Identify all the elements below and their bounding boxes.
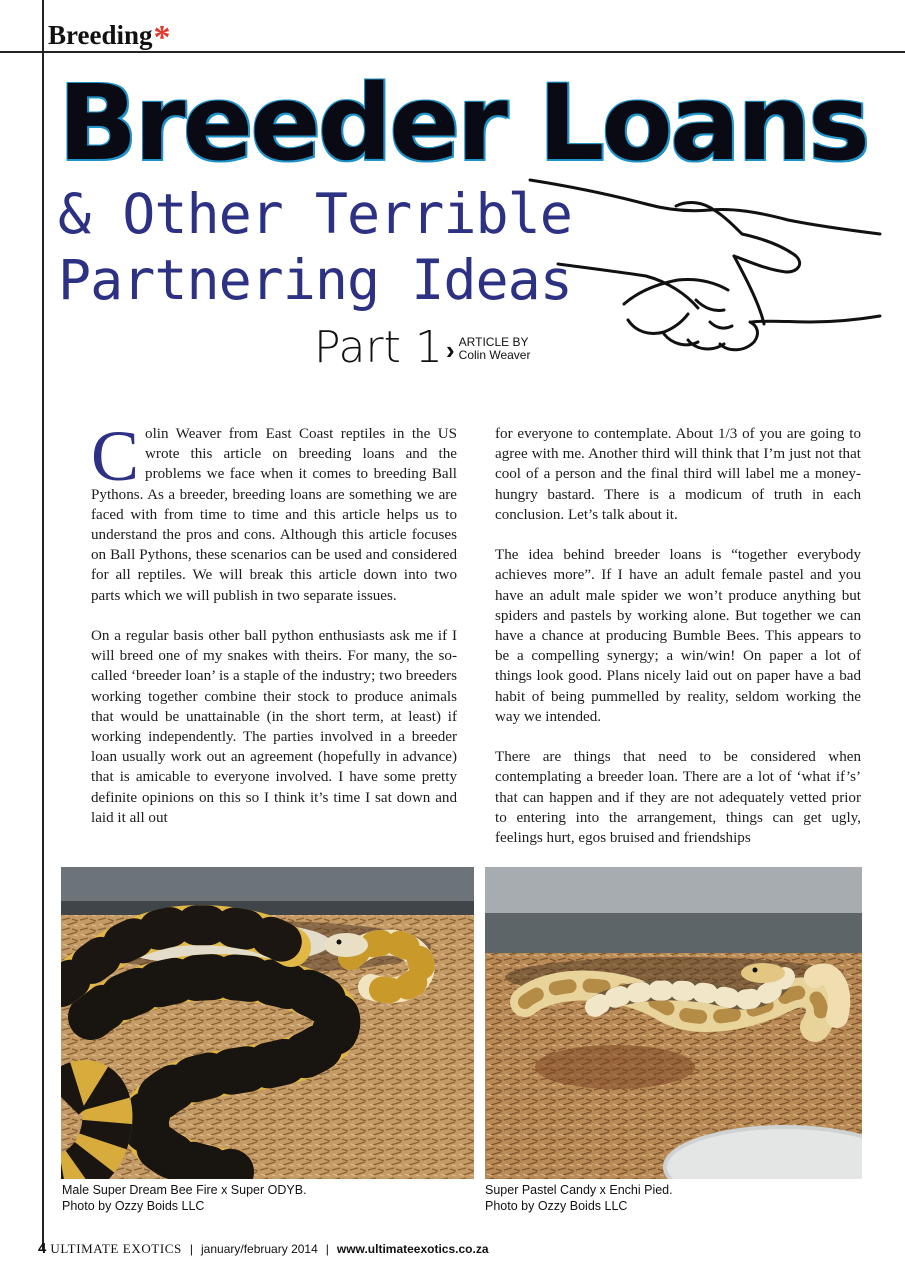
- drop-cap: C: [91, 416, 140, 496]
- footer-separator: |: [325, 1242, 329, 1256]
- section-asterisk: *: [153, 19, 171, 56]
- byline-author: Colin Weaver: [458, 348, 531, 362]
- photo-caption-1: [62, 1182, 307, 1214]
- website-link[interactable]: www.ultimateexotics.co.za: [336, 1242, 489, 1256]
- photo-pastel-pied: [485, 867, 862, 1179]
- paragraph: for everyone to contemplate. About 1/3 of you are going to agree with me. Another third will think that I’m just not that cool of a person and the final third will label me a money-hungry bastard. There is a modicum of truth in each conclusion. Let’s talk about it.: [495, 426, 861, 523]
- part-label: Part 1: [314, 322, 443, 373]
- paragraph: olin Weaver from East Coast reptiles in the US wrote this article on breeding loans and the problems we face when it comes to breeding Ball Pythons. As a breeder, breeding loans are something we are faced with from time to time and this article helps us to understand the pros and cons. Although this article focuses on Ball Pythons, these scenarios can be used and considered for all reptiles. We will break this article down into two parts which we will publish in two separate issues.: [91, 426, 457, 604]
- paragraph: The idea behind breeder loans is “together everybody achieves more”. If I have an adult female pastel and you have an adult male spider we won’t produce anything but spiders and pastels by working alone. But together we can have a chance at producing Bumble Bees. This appears to be a compelling synergy; a win/win! On paper a lot of things look good. Plans nicely laid out on paper have a bad habit of being pummelled by reality, seldom working the way we intended.: [495, 547, 861, 725]
- caption-credit: Photo by Ozzy Boids LLC: [485, 1199, 628, 1213]
- header-rule: [0, 51, 905, 53]
- byline-label: ARTICLE BY: [458, 335, 529, 349]
- article-column-right: [495, 424, 861, 868]
- handshake-illustration: [528, 172, 884, 368]
- magazine-name: ULTIMATE EXOTICS: [50, 1241, 182, 1256]
- footer-separator: |: [189, 1242, 194, 1256]
- photo-ball-pythons: [61, 867, 474, 1179]
- byline: [446, 335, 531, 365]
- paragraph: There are things that need to be considered when contemplating a breeder loan. There are a lot of ‘what if’s’ that can happen and if they are not adequately vetted prior to entering into the arrangement, things can get ugly, feelings hurt, egos bruised and friendships: [495, 749, 861, 847]
- margin-rule-vertical: [42, 0, 44, 1250]
- page-number: 4: [38, 1240, 47, 1257]
- caption-title: Male Super Dream Bee Fire x Super ODYB.: [62, 1183, 307, 1197]
- article-title: Breeder Loans: [58, 62, 867, 184]
- section-label-text: Breeding: [48, 20, 153, 50]
- article-subtitle-line2: Partnering Ideas: [58, 248, 572, 312]
- issue-date: january/february 2014: [201, 1242, 318, 1256]
- chevron-right-icon: ›: [446, 335, 455, 365]
- article-column-left: [91, 416, 457, 848]
- article-subtitle-line1: & Other Terrible: [58, 182, 572, 246]
- section-label: [48, 19, 171, 56]
- caption-credit: Photo by Ozzy Boids LLC: [62, 1199, 205, 1213]
- photo-caption-2: [485, 1182, 673, 1214]
- page-footer: [38, 1240, 489, 1257]
- paragraph: On a regular basis other ball python enthusiasts ask me if I will breed one of my snakes with theirs. For many, the so-called ‘breeder loan’ is a staple of the industry; two breeders working together combine their stock to produce animals that would be unattainable (in the short term, at least) if working independently. The parties involved in a breeder loan usually work out an agreement (hopefully in advance) that is amicable to everyone involved. I have some pretty definite opinions on this so I think it’s time I sat down and laid it all out: [91, 628, 457, 826]
- caption-title: Super Pastel Candy x Enchi Pied.: [485, 1183, 673, 1197]
